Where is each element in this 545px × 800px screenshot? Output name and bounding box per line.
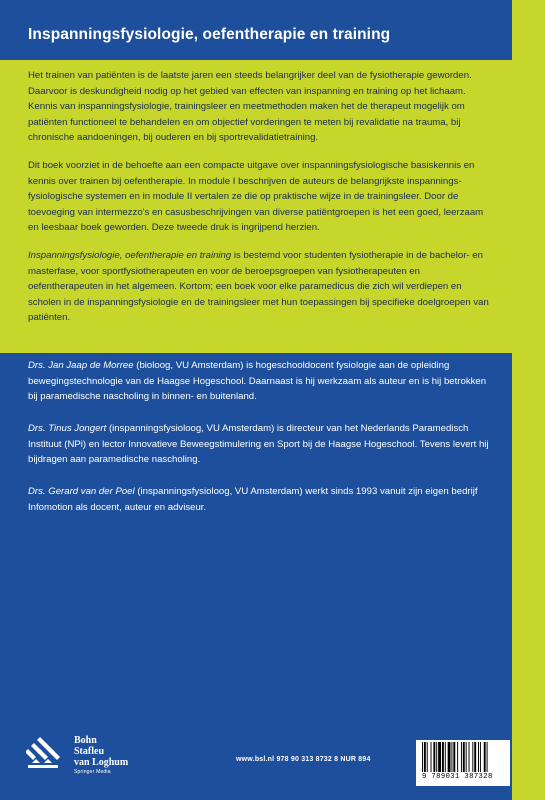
blurb-title-ref: Inspanningsfysiologie, oefentherapie en training [28,249,232,261]
author-name-1: Drs. Jan Jaap de Morree [28,360,134,371]
publisher-subline: Springer Media [74,768,111,775]
publisher-line-2: Stafleu [74,745,104,757]
blurb-paragraph-2: Dit boek voorziet in de behoefte aan een compacte uitgave over inspanningsfysiologische basiskennis en kennis over trainen bij oefentherapie. In module I beschrijven de auteurs de belangrijkste inspannings-fysiologische systemen en in module II vertalen ze die op praktische wijze in de trainingsleer. Door de toevoeging van intermezzo's en casusbeschrijvingen van diverse patiëntgroepen is het een goed, leerzaam en leesbaar boek geworden. Deze tweede druk is ingrijpend herzien. [28,159,484,234]
author-bio-text-3: (inspanningsfysioloog, VU Amsterdam) werkt sinds 1993 vanuit zijn eigen bedrijf Infomotion als docent, auteur en adviseur. [28,486,478,513]
author-name-2: Drs. Tinus Jongert [28,423,107,434]
accent-stripe [512,0,545,800]
barcode [416,740,510,786]
publisher-line-3: van Loghum [74,756,129,768]
barcode-digits: 9 789031 387328 [422,773,493,781]
blurb-paragraph-1: Het trainen van patiënten is de laatste jaren een steeds belangrijker deel van de fysiotherapie geworden. Daarvoor is deskundigheid nodig op het gebied van effecten van inspanning en training op het lichaam. Kennis van inspanningsfysiologie, trainingsleer en meetmethoden maken het de therapeut mogelijk om patiënten functioneel te behandelen en om objectief vorderingen te meten bij revalidatie na trauma, bij chronische aandoeningen, bij ouderen en bij sportrevalidatietraining. [28,70,472,144]
barcode-icon [418,742,508,772]
author-bio-text-1: (bioloog, VU Amsterdam) is hogeschooldocent fysiologie aan de opleiding bewegingstechnologie van de Haagse Hogeschool. Daarnaast is hij werkzaam als auteur en is hij betrokken bij paramedische nascholing in binnen- en buitenland. [28,360,487,403]
blurb-paragraph-3 [28,248,494,326]
author-bio-2 [28,421,498,468]
publisher-name [74,735,128,776]
blurb-panel [0,60,512,353]
publisher-line-1: Bohn [74,734,97,746]
isbn-text: www.bsl.nl 978 90 313 8732 8 NUR 894 [236,756,371,763]
author-bio-3 [28,484,498,515]
author-bio-text-2: (inspanningsfysioloog, VU Amsterdam) is directeur van het Nederlands Paramedisch Instituut (NPi) en lector Innovatieve Beweegstimulering en Sport bij de Haagse Hogeschool. Tevens levert hij bijdragen aan paramedische nascholing. [28,423,489,466]
bsl-logo-icon [26,733,70,777]
author-name-3: Drs. Gerard van der Poel [28,486,135,497]
publisher-logo [26,733,128,777]
blurb-paragraph-3-text: is bestemd voor studenten fysiotherapie in de bachelor- en masterfase, voor sportfysiotherapeuten en voor de beroepsgroepen van fysiotherapeuten en oefentherapeuten in het algemeen. Kortom; een boek voor elke paramedicus die zich wil verdiepen en scholen in de inspanningsfysiologie en de trainingsleer met hun toepassingen bij specifieke doelgroepen van patiënten. [28,249,489,324]
author-bio-1 [28,358,498,405]
book-title: Inspanningsfysiologie, oefentherapie en training [28,26,391,43]
